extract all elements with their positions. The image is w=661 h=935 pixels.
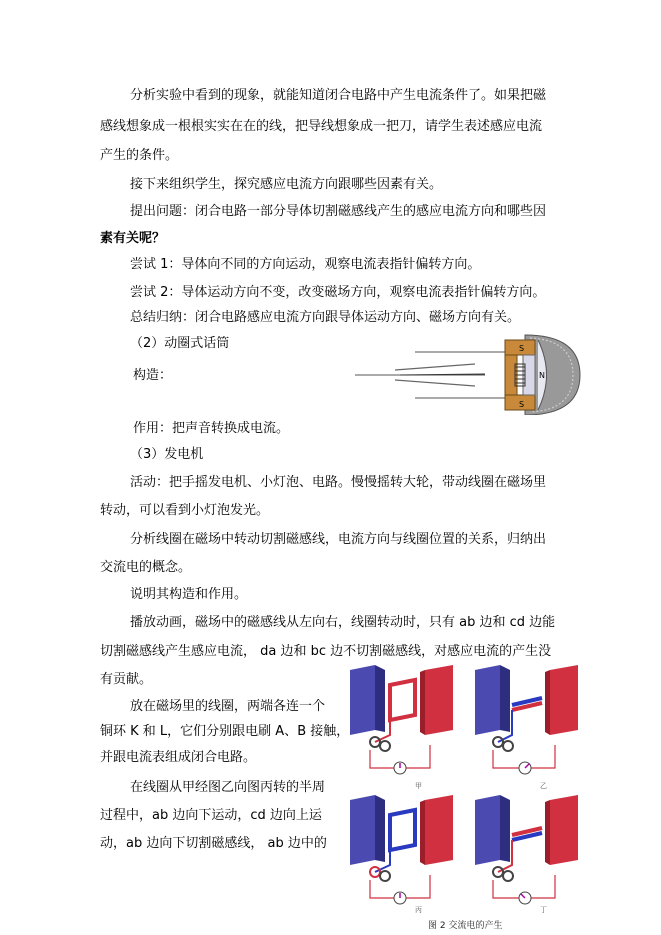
paragraph-animation-line2: 切割磁感线产生感应电流， da 边和 bc 边不切割磁感线，对感应电流的产生没 [100, 644, 552, 659]
paragraph-coil-line2: 铜环 K 和 L，它们分别跟电刷 A、B 接触， [100, 724, 350, 739]
panel-label-bing: 丙 [415, 906, 422, 914]
generator-panel-bing [350, 795, 453, 904]
panel-label-yi: 乙 [540, 782, 547, 790]
heading-generator: （3）发电机 [130, 447, 204, 462]
paragraph-try2: 尝试 2：导体运动方向不变，改变磁场方向，观察电流表指针偏转方向。 [130, 285, 546, 300]
generator-panel-yi [475, 665, 578, 774]
generator-panel-jia [350, 665, 453, 774]
mic-label-s-top: S [519, 344, 525, 353]
paragraph-function: 作用：把声音转换成电流。 [133, 421, 290, 436]
panel-label-ding: 丁 [540, 906, 547, 914]
panel-label-jia: 甲 [415, 782, 422, 790]
paragraph-analyze-coil-line2: 交流电的概念。 [100, 560, 192, 575]
paragraph-halfturn-line2: 过程中，ab 边向下运动，cd 边向上运 [100, 808, 322, 823]
paragraph-halfturn-line1: 在线圈从甲经图乙向图丙转的半周 [130, 780, 326, 795]
heading-moving-coil-mic: （2）动圈式话筒 [130, 336, 230, 351]
paragraph-analyze-coil-line1: 分析线圈在磁场中转动切割磁感线，电流方向与线圈位置的关系，归纳出 [130, 532, 547, 547]
paragraph-animation-line3: 有贡献。 [100, 672, 153, 687]
moving-coil-microphone-diagram [355, 330, 585, 415]
mic-label-s-bottom: S [519, 400, 525, 409]
paragraph-analysis-line1: 分析实验中看到的现象，就能知道闭合电路中产生电流条件了。如果把磁 [130, 88, 547, 103]
figure-caption: 图 2 交流电的产生 [428, 921, 503, 931]
paragraph-summary: 总结归纳：闭合电路感应电流方向跟导体运动方向、磁场方向有关。 [130, 310, 521, 325]
paragraph-question-line1: 提出问题：闭合电路一部分导体切割磁感线产生的感应电流方向和哪些因 [130, 204, 547, 219]
ac-generator-figure [345, 660, 585, 915]
generator-panel-ding [475, 795, 578, 904]
paragraph-activity-line2: 转动，可以看到小灯泡发光。 [100, 503, 270, 518]
paragraph-try1: 尝试 1：导体向不同的方向运动，观察电流表指针偏转方向。 [130, 257, 481, 272]
paragraph-analysis-line3: 产生的条件。 [100, 148, 179, 163]
paragraph-organize: 接下来组织学生，探究感应电流方向跟哪些因素有关。 [130, 177, 443, 192]
paragraph-activity-line1: 活动：把手摇发电机、小灯泡、电路。慢慢摇转大轮，带动线圈在磁场里 [130, 475, 547, 490]
paragraph-analysis-line2: 感线想象成一根根实实在在的线，把导线想象成一把刀，请学生表述感应电流 [100, 119, 543, 134]
paragraph-halfturn-line3: 动，ab 边向下切割磁感线， ab 边中的 [100, 836, 327, 851]
mic-label-n: N [539, 371, 545, 380]
label-construction: 构造： [133, 368, 173, 383]
paragraph-question-line2: 素有关呢？ [100, 231, 166, 246]
paragraph-coil-line3: 并跟电流表组成闭合电路。 [100, 750, 257, 765]
paragraph-coil-line1: 放在磁场里的线圈，两端各连一个 [130, 699, 326, 714]
paragraph-explain: 说明其构造和作用。 [130, 587, 248, 602]
paragraph-animation-line1: 播放动画，磁场中的磁感线从左向右，线圈转动时，只有 ab 边和 cd 边能 [130, 615, 556, 630]
